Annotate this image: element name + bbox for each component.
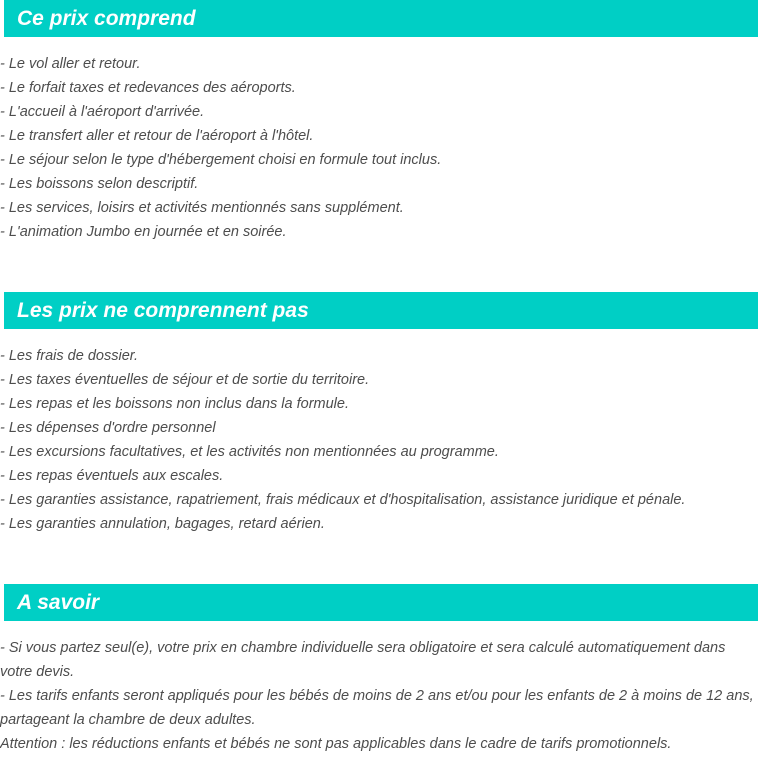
list-item: - Les tarifs enfants seront appliqués pour les bébés de moins de 2 ans et/ou pour les enfants de 2 à moins de 12 ans, partageant la chambre de deux adultes. — [0, 688, 754, 728]
list-item: - Le forfait taxes et redevances des aéroports. — [0, 80, 296, 96]
list-item: - Les services, loisirs et activités mentionnés sans supplément. — [0, 200, 404, 216]
list-item: - Les excursions facultatives, et les activités non mentionnées au programme. — [0, 444, 499, 460]
list-item: - Les garanties assistance, rapatriement, frais médicaux et d'hospitalisation, assistance juridique et pénale. — [0, 492, 686, 508]
list-item: - Les boissons selon descriptif. — [0, 176, 199, 192]
list-item: Attention : les réductions enfants et bébés ne sont pas applicables dans le cadre de tarifs promotionnels. — [0, 736, 672, 752]
section-header-bar — [4, 0, 758, 37]
list-item: - Les repas et les boissons non inclus dans la formule. — [0, 396, 349, 412]
section-title: Ce prix comprend — [17, 7, 196, 30]
list-item: - Les frais de dossier. — [0, 348, 139, 364]
list-item: - Les garanties annulation, bagages, retard aérien. — [0, 516, 325, 532]
list-item: - Les repas éventuels aux escales. — [0, 468, 224, 484]
section-header-bar — [4, 292, 758, 329]
list-item: - Les dépenses d'ordre personnel — [0, 420, 216, 436]
info-section-2 — [0, 584, 758, 756]
list-item: - Le séjour selon le type d'hébergement choisi en formule tout inclus. — [0, 152, 442, 168]
list-item: - Si vous partez seul(e), votre prix en chambre individuelle sera obligatoire et sera calculé automatiquement dans votre devis. — [0, 640, 726, 680]
list-item: - Les taxes éventuelles de séjour et de sortie du territoire. — [0, 372, 370, 388]
list-item: - L'animation Jumbo en journée et en soirée. — [0, 224, 287, 240]
list-item: - Le vol aller et retour. — [0, 56, 141, 72]
section-lines — [0, 344, 758, 536]
info-section-0 — [0, 0, 758, 244]
list-item: - L'accueil à l'aéroport d'arrivée. — [0, 104, 205, 120]
section-title: Les prix ne comprennent pas — [17, 299, 309, 322]
section-title: A savoir — [17, 591, 100, 614]
section-header-bar — [4, 584, 758, 621]
section-lines — [0, 636, 758, 756]
info-section-1 — [0, 292, 758, 536]
section-lines — [0, 52, 758, 244]
list-item: - Le transfert aller et retour de l'aéroport à l'hôtel. — [0, 128, 314, 144]
